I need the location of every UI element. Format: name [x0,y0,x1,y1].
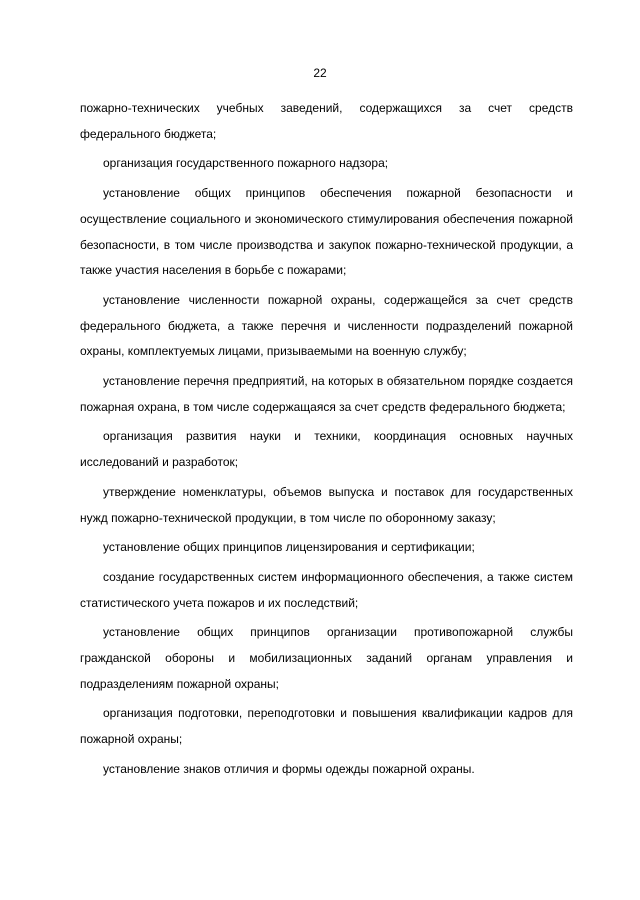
paragraph-4: установление численности пожарной охраны, содержащейся за счет средств федерального бюджета, а также перечня и численности подразделений пожарной охраны, комплектуемых лицами, призываемыми на военную службу; [80,292,573,359]
paragraph-12: установление знаков отличия и формы одежды пожарной охраны. [103,761,475,776]
paragraph-11: организация подготовки, переподготовки и повышения квалификации кадров для пожарной охраны; [80,706,573,747]
page-number: 22 [313,66,327,80]
paragraph-2: организация государственного пожарного надзора; [103,156,389,171]
paragraph-5: установление перечня предприятий, на которых в обязательном порядке создается пожарная охрана, в том числе содержащаяся за счет средств федерального бюджета; [80,374,573,414]
body-text [80,96,573,787]
paragraph-1: пожарно-технических учебных заведений, содержащихся за счет средств федерального бюджета; [80,101,573,141]
paragraph-3: установление общих принципов обеспечения пожарной безопасности и осуществление социального и экономического стимулирования обеспечения пожарной безопасности, в том числе производства и закупок пожарно-технической продукции, а также участия населения в борьбе с пожарами; [80,186,573,278]
paragraph-6: организация развития науки и техники, координация основных научных исследований и разработок; [80,429,573,470]
paragraph-7: утверждение номенклатуры, объемов выпуска и поставок для государственных нужд пожарно-технической продукции, в том числе по оборонному заказу; [80,484,573,525]
paragraph-9: создание государственных систем информационного обеспечения, а также систем статистического учета пожаров и их последствий; [80,569,573,610]
paragraph-10: установление общих принципов организации противопожарной службы гражданской обороны и мобилизационных заданий органам управления и подразделениям пожарной охраны; [80,625,573,691]
paragraph-8: установление общих принципов лицензирования и сертификации; [103,540,475,555]
